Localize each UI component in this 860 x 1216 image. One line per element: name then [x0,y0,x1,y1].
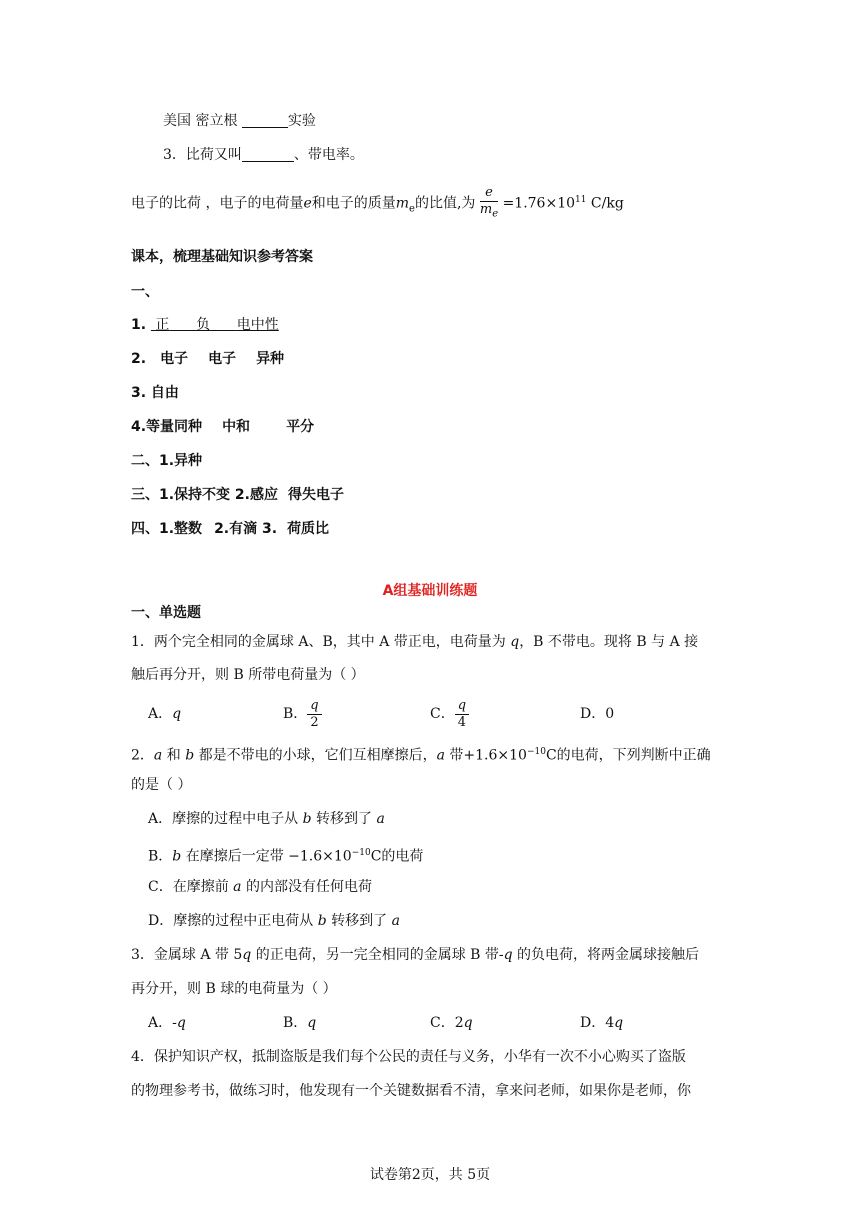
text: 的负电荷，将两金属球接触后 [512,947,700,963]
answer-7 [131,520,329,538]
var: q [503,947,513,963]
section-title: A组基础训练题 [382,583,478,599]
var: q [510,634,520,650]
answer-4 [131,418,314,436]
text: D．摩擦的过程中正电荷从 [148,913,318,929]
value: −1.6×10 [288,848,352,865]
q1-option-c[interactable] [430,696,469,732]
text: 的内部没有任何电荷 [241,879,372,895]
label: A． [148,706,173,722]
denominator [480,202,498,223]
line-millikan [163,112,316,130]
q1-option-a[interactable] [148,696,181,732]
text: 转移到了 [311,811,377,827]
q4-line1: 4．保护知识产权，抵制盗版是我们每个公民的责任与义务，小华有一次不小心购买了盗版 [131,1049,686,1065]
q3-option-b[interactable] [283,1014,316,1032]
text: 的正电荷，另一完全相同的金属球 B 带- [251,947,504,963]
q3-option-d[interactable] [580,1014,623,1032]
answer-6 [131,486,344,504]
exponent: −10 [351,848,371,858]
q3-option-a[interactable] [148,1014,186,1032]
item: 负 [196,317,211,333]
q2-option-a[interactable] [148,810,385,828]
answer-2 [131,350,284,368]
unit: C/kg [590,195,624,212]
var: a [376,811,385,827]
denominator: 4 [457,714,467,730]
text: 3．比荷又叫 [163,147,242,163]
var: q [614,1015,624,1031]
var: b [172,848,182,865]
den-var: m [479,201,493,217]
var: q [307,1015,317,1031]
q2-line2: 的是（ ） [131,777,192,793]
subscript: e [409,203,415,215]
q1-line2: 触后再分开，则 B 所带电荷量为（ ） [131,667,365,683]
text: 实验 [287,113,316,129]
q2-line1 [131,743,711,765]
item: 电子 [160,351,189,367]
text: A．摩擦的过程中电子从 [148,811,303,827]
answer-underlined [151,317,279,333]
q1-option-b[interactable] [283,696,322,732]
label: D．4 [580,1015,615,1031]
q3-line2: 再分开，则 B 球的电荷量为（ ） [131,981,337,997]
q3-options [148,1014,748,1032]
num: 2. [131,351,147,367]
text: 电子的比荷 ，电子的电荷量 [131,195,304,212]
item: 2.有滴 3. [214,521,278,537]
text: 2． [131,747,154,764]
item: 异种 [256,351,285,367]
text: 带 [444,747,464,764]
q1-line1 [131,633,698,651]
var: b [302,811,312,827]
item: 平分 [286,419,315,435]
text: ，B 不带电。现将 B 与 A 接 [519,634,699,650]
item: 正 [155,317,170,333]
fraction [307,698,321,731]
q2-option-d[interactable] [148,912,400,930]
text: 的比值,为 [414,195,476,212]
fraction [455,698,469,731]
item: 荷质比 [287,521,330,537]
q3-line1 [131,946,699,964]
exponent: −10 [526,747,546,757]
var: q [463,1015,473,1031]
exponent: 11 [575,195,587,205]
answers-heading: 课本，梳理基础知识参考答案 [131,249,313,265]
numerator: q [455,698,469,715]
var: a [233,879,242,895]
var: a [391,913,400,929]
text: 美国 密立根 [163,113,242,129]
text: C的电荷 [370,848,424,865]
label: A．- [148,1015,177,1031]
text: 和电子的质量 [311,195,396,212]
q4-line2: 的物理参考书，做练习时，他发现有一个关键数据看不清，拿来问老师，如果你是老师，你 [131,1083,691,1099]
text: 在摩擦后一定带 [181,848,289,865]
text: 1．两个完全相同的金属球 A、B，其中 A 带正电，电荷量为 [131,634,511,650]
var: e [303,195,312,212]
numerator: e [480,185,498,202]
answer-5: 二、1.异种 [131,453,203,469]
den-sub: e [492,208,499,220]
var: b [317,913,327,929]
item: 得失电子 [288,487,344,503]
label: B． [283,1015,308,1031]
item: 三、1.保持不变 2.感应 [131,487,278,503]
answer-blank[interactable] [242,113,288,128]
denominator: 2 [310,714,319,730]
fraction-e-over-me [480,185,498,223]
q1-option-d[interactable]: D．0 [580,706,615,722]
var: m [395,195,410,212]
answers-part1: 一、 [131,284,159,300]
q2-option-c[interactable] [148,878,372,896]
var: q [176,1015,186,1031]
text: 转移到了 [326,913,392,929]
value: +1.6×10 [463,747,527,764]
item: 电子 [208,351,237,367]
answer-3: 3. 自由 [131,385,179,401]
section-subtitle: 一、单选题 [131,605,201,621]
var: b [185,747,195,764]
q1-options [148,696,748,732]
answer-blank[interactable] [242,147,294,162]
text: 3．金属球 A 带 5 [131,947,243,963]
text: C的电荷，下列判断中正确 [545,747,711,764]
text: 和 [162,747,186,764]
item: 中和 [222,419,251,435]
num: 1. [131,317,147,333]
var: q [242,947,252,963]
text: 都是不带电的小球，它们互相摩擦后， [194,747,437,764]
q3-option-c[interactable] [430,1014,473,1032]
item: 四、1.整数 [131,521,203,537]
value: =1.76×10 [502,195,576,212]
line-electron-ratio [131,182,624,227]
label: C．2 [430,1015,464,1031]
label: C． [430,706,455,722]
text: 、带电率。 [293,147,364,163]
label: B． [283,706,308,722]
var: a [436,747,445,764]
item: 4.等量同种 [131,419,203,435]
item: 电中性 [236,317,279,333]
text: C．在摩擦前 [148,879,234,895]
text: B． [148,848,173,865]
numerator: q [307,698,321,715]
var: a [153,747,163,764]
line-specific-charge [163,146,364,164]
page-footer: 试卷第2页，共 5页 [369,1167,491,1183]
q2-option-b[interactable] [148,844,423,866]
var: q [172,706,182,722]
answer-1 [131,316,279,334]
